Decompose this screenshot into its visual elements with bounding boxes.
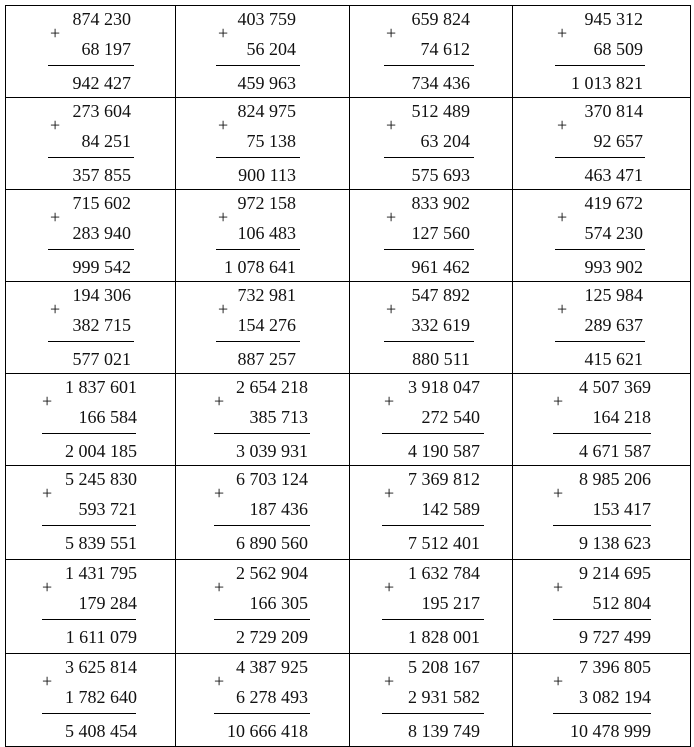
sum-result: 2 004 185 <box>65 441 137 461</box>
addend-top: 1 632 784 <box>408 563 480 583</box>
worksheet-row <box>6 374 691 466</box>
sum-result: 1 013 821 <box>571 73 643 93</box>
sum-result: 9 138 623 <box>579 533 651 553</box>
sum-result: 887 257 <box>237 349 296 369</box>
addend-bottom: 68 197 <box>81 39 131 59</box>
sum-result: 1 828 001 <box>408 627 480 647</box>
plus-sign-icon: + <box>50 23 61 43</box>
addend-top: 125 984 <box>584 285 643 305</box>
addition-problem-cell <box>176 98 350 190</box>
addend-top: 4 387 925 <box>236 657 308 677</box>
sum-divider-line <box>382 619 484 620</box>
sum-result: 993 902 <box>584 257 643 277</box>
addend-top: 833 902 <box>411 193 470 213</box>
addition-problem <box>176 374 349 465</box>
addition-problem-cell <box>350 98 513 190</box>
addition-problem-cell <box>350 466 513 560</box>
plus-sign-icon: + <box>384 671 395 691</box>
addition-problem <box>513 466 690 559</box>
addition-problem-cell <box>513 6 691 98</box>
sum-divider-line <box>48 341 134 342</box>
addend-bottom: 382 715 <box>72 315 131 335</box>
addition-problem <box>6 374 175 465</box>
addend-bottom: 2 931 582 <box>408 687 480 707</box>
addition-problem-cell <box>350 560 513 654</box>
addend-bottom: 127 560 <box>411 223 470 243</box>
addend-bottom: 195 217 <box>421 593 480 613</box>
addition-problem <box>350 654 512 746</box>
sum-divider-line <box>216 157 300 158</box>
addition-problem-cell <box>6 560 176 654</box>
addend-bottom: 289 637 <box>584 315 643 335</box>
plus-sign-icon: + <box>386 23 397 43</box>
addition-problem <box>513 654 690 746</box>
addend-bottom: 164 218 <box>592 407 651 427</box>
plus-sign-icon: + <box>386 115 397 135</box>
addition-problem <box>350 560 512 653</box>
sum-result: 459 963 <box>237 73 296 93</box>
plus-sign-icon: + <box>384 483 395 503</box>
addition-problem <box>6 190 175 281</box>
addition-problem-cell <box>350 190 513 282</box>
worksheet-row <box>6 98 691 190</box>
plus-sign-icon: + <box>42 671 53 691</box>
sum-result: 9 727 499 <box>579 627 651 647</box>
addition-problem <box>350 6 512 97</box>
sum-result: 880 511 <box>412 349 470 369</box>
worksheet-row <box>6 466 691 560</box>
addend-top: 273 604 <box>72 101 131 121</box>
sum-result: 961 462 <box>411 257 470 277</box>
addition-problem-cell <box>513 654 691 747</box>
addend-top: 874 230 <box>72 9 131 29</box>
sum-result: 2 729 209 <box>236 627 308 647</box>
addend-top: 972 158 <box>237 193 296 213</box>
addition-problem <box>6 6 175 97</box>
sum-result: 4 671 587 <box>579 441 651 461</box>
addition-problem <box>513 98 690 189</box>
addition-problem-cell <box>176 190 350 282</box>
addition-problem-cell <box>6 6 176 98</box>
sum-divider-line <box>384 157 474 158</box>
addition-problem <box>350 374 512 465</box>
addend-top: 194 306 <box>72 285 131 305</box>
addition-problem <box>513 560 690 653</box>
sum-divider-line <box>214 619 310 620</box>
sum-result: 8 139 749 <box>408 721 480 741</box>
addend-top: 3 918 047 <box>408 377 480 397</box>
plus-sign-icon: + <box>214 577 225 597</box>
addend-bottom: 187 436 <box>249 499 308 519</box>
sum-result: 463 471 <box>584 165 643 185</box>
addend-bottom: 166 305 <box>249 593 308 613</box>
worksheet-row <box>6 6 691 98</box>
addend-top: 732 981 <box>237 285 296 305</box>
addition-problem-cell <box>176 560 350 654</box>
addition-problem <box>350 98 512 189</box>
plus-sign-icon: + <box>557 207 568 227</box>
sum-result: 415 621 <box>584 349 643 369</box>
addition-problem-cell <box>513 560 691 654</box>
sum-result: 3 039 931 <box>236 441 308 461</box>
addend-top: 659 824 <box>411 9 470 29</box>
sum-divider-line <box>382 713 484 714</box>
addition-worksheet-table <box>5 5 691 747</box>
addition-problem-cell <box>513 282 691 374</box>
addend-bottom: 84 251 <box>81 131 131 151</box>
addend-bottom: 283 940 <box>72 223 131 243</box>
addend-bottom: 3 082 194 <box>579 687 651 707</box>
plus-sign-icon: + <box>42 577 53 597</box>
sum-result: 7 512 401 <box>408 533 480 553</box>
addition-problem-cell <box>6 98 176 190</box>
addend-top: 6 703 124 <box>236 469 308 489</box>
addition-problem <box>6 98 175 189</box>
plus-sign-icon: + <box>218 299 229 319</box>
sum-result: 734 436 <box>411 73 470 93</box>
addition-problem <box>513 190 690 281</box>
plus-sign-icon: + <box>553 577 564 597</box>
sum-divider-line <box>382 433 484 434</box>
sum-result: 942 427 <box>72 73 131 93</box>
addend-top: 403 759 <box>237 9 296 29</box>
sum-result: 1 611 079 <box>65 627 137 647</box>
addition-problem <box>513 282 690 373</box>
sum-result: 357 855 <box>72 165 131 185</box>
sum-divider-line <box>553 713 651 714</box>
sum-divider-line <box>553 433 651 434</box>
addend-top: 547 892 <box>411 285 470 305</box>
sum-divider-line <box>555 249 645 250</box>
plus-sign-icon: + <box>42 391 53 411</box>
addition-problem-cell <box>513 374 691 466</box>
addend-bottom: 6 278 493 <box>236 687 308 707</box>
plus-sign-icon: + <box>214 391 225 411</box>
addition-problem <box>6 282 175 373</box>
addend-top: 2 654 218 <box>236 377 308 397</box>
addition-problem-cell <box>176 654 350 747</box>
sum-divider-line <box>48 249 134 250</box>
plus-sign-icon: + <box>384 391 395 411</box>
addition-problem <box>350 190 512 281</box>
addend-top: 7 396 805 <box>579 657 651 677</box>
addition-problem <box>176 654 349 746</box>
sum-divider-line <box>384 249 474 250</box>
addend-top: 1 837 601 <box>65 377 137 397</box>
sum-divider-line <box>216 249 300 250</box>
addend-bottom: 75 138 <box>246 131 296 151</box>
addend-bottom: 56 204 <box>246 39 296 59</box>
addend-bottom: 272 540 <box>421 407 480 427</box>
addition-problem-cell <box>6 466 176 560</box>
addition-problem <box>350 282 512 373</box>
sum-divider-line <box>48 157 134 158</box>
worksheet-row <box>6 190 691 282</box>
sum-result: 1 078 641 <box>224 257 296 277</box>
plus-sign-icon: + <box>557 299 568 319</box>
worksheet-row <box>6 560 691 654</box>
addend-top: 8 985 206 <box>579 469 651 489</box>
addition-problem-cell <box>513 466 691 560</box>
addend-top: 419 672 <box>584 193 643 213</box>
addend-top: 2 562 904 <box>236 563 308 583</box>
sum-result: 6 890 560 <box>236 533 308 553</box>
addend-bottom: 512 804 <box>592 593 651 613</box>
sum-divider-line <box>42 525 136 526</box>
addition-problem <box>176 560 349 653</box>
plus-sign-icon: + <box>386 207 397 227</box>
sum-divider-line <box>214 525 310 526</box>
plus-sign-icon: + <box>557 23 568 43</box>
plus-sign-icon: + <box>386 299 397 319</box>
addition-problem-cell <box>350 6 513 98</box>
plus-sign-icon: + <box>50 207 61 227</box>
plus-sign-icon: + <box>218 23 229 43</box>
plus-sign-icon: + <box>553 671 564 691</box>
plus-sign-icon: + <box>553 391 564 411</box>
sum-divider-line <box>214 713 310 714</box>
plus-sign-icon: + <box>553 483 564 503</box>
sum-divider-line <box>42 713 136 714</box>
sum-divider-line <box>555 157 645 158</box>
addend-top: 5 245 830 <box>65 469 137 489</box>
addition-problem <box>6 466 175 559</box>
addition-problem-cell <box>350 282 513 374</box>
sum-result: 4 190 587 <box>408 441 480 461</box>
addend-bottom: 154 276 <box>237 315 296 335</box>
sum-divider-line <box>384 65 474 66</box>
sum-divider-line <box>553 525 651 526</box>
addition-problem <box>176 98 349 189</box>
sum-divider-line <box>553 619 651 620</box>
addend-bottom: 106 483 <box>237 223 296 243</box>
addend-bottom: 166 584 <box>78 407 137 427</box>
addend-top: 824 975 <box>237 101 296 121</box>
addend-bottom: 63 204 <box>420 131 470 151</box>
addend-top: 5 208 167 <box>408 657 480 677</box>
addition-problem-cell <box>513 98 691 190</box>
addend-bottom: 574 230 <box>584 223 643 243</box>
plus-sign-icon: + <box>50 115 61 135</box>
addition-problem-cell <box>6 654 176 747</box>
addend-bottom: 179 284 <box>78 593 137 613</box>
sum-divider-line <box>382 525 484 526</box>
addend-top: 945 312 <box>584 9 643 29</box>
addend-top: 7 369 812 <box>408 469 480 489</box>
addend-bottom: 332 619 <box>411 315 470 335</box>
plus-sign-icon: + <box>218 207 229 227</box>
worksheet-row <box>6 282 691 374</box>
sum-result: 5 408 454 <box>65 721 137 741</box>
addend-bottom: 1 782 640 <box>65 687 137 707</box>
sum-divider-line <box>555 341 645 342</box>
addition-problem <box>176 190 349 281</box>
addend-top: 512 489 <box>411 101 470 121</box>
addend-top: 1 431 795 <box>65 563 137 583</box>
sum-divider-line <box>48 65 134 66</box>
addition-problem-cell <box>6 190 176 282</box>
sum-result: 5 839 551 <box>65 533 137 553</box>
addend-top: 9 214 695 <box>579 563 651 583</box>
addend-bottom: 68 509 <box>593 39 643 59</box>
addition-problem-cell <box>6 282 176 374</box>
sum-result: 900 113 <box>238 165 296 185</box>
sum-result: 10 478 999 <box>570 721 651 741</box>
addition-problem-cell <box>176 466 350 560</box>
addend-bottom: 92 657 <box>593 131 643 151</box>
addition-problem <box>176 466 349 559</box>
addition-problem-cell <box>176 282 350 374</box>
addition-problem-cell <box>6 374 176 466</box>
addend-bottom: 385 713 <box>249 407 308 427</box>
sum-divider-line <box>216 65 300 66</box>
addition-problem-cell <box>176 374 350 466</box>
plus-sign-icon: + <box>214 483 225 503</box>
addition-problem-cell <box>176 6 350 98</box>
sum-result: 999 542 <box>72 257 131 277</box>
addend-bottom: 593 721 <box>78 499 137 519</box>
sum-result: 10 666 418 <box>227 721 308 741</box>
addend-top: 715 602 <box>72 193 131 213</box>
sum-divider-line <box>214 433 310 434</box>
worksheet-row <box>6 654 691 747</box>
addition-problem <box>6 654 175 746</box>
addition-problem <box>176 6 349 97</box>
plus-sign-icon: + <box>42 483 53 503</box>
sum-divider-line <box>384 341 474 342</box>
addition-problem-cell <box>350 654 513 747</box>
addition-problem <box>513 374 690 465</box>
addend-top: 4 507 369 <box>579 377 651 397</box>
addition-problem <box>350 466 512 559</box>
addend-bottom: 142 589 <box>421 499 480 519</box>
plus-sign-icon: + <box>557 115 568 135</box>
sum-result: 577 021 <box>72 349 131 369</box>
addition-problem-cell <box>350 374 513 466</box>
addend-top: 370 814 <box>584 101 643 121</box>
sum-divider-line <box>555 65 645 66</box>
sum-divider-line <box>42 619 136 620</box>
plus-sign-icon: + <box>50 299 61 319</box>
sum-divider-line <box>42 433 136 434</box>
addend-bottom: 74 612 <box>420 39 470 59</box>
addend-bottom: 153 417 <box>592 499 651 519</box>
plus-sign-icon: + <box>214 671 225 691</box>
plus-sign-icon: + <box>218 115 229 135</box>
addition-problem <box>513 6 690 97</box>
plus-sign-icon: + <box>384 577 395 597</box>
sum-divider-line <box>216 341 300 342</box>
addition-problem <box>176 282 349 373</box>
sum-result: 575 693 <box>411 165 470 185</box>
addition-problem-cell <box>513 190 691 282</box>
addition-problem <box>6 560 175 653</box>
addend-top: 3 625 814 <box>65 657 137 677</box>
